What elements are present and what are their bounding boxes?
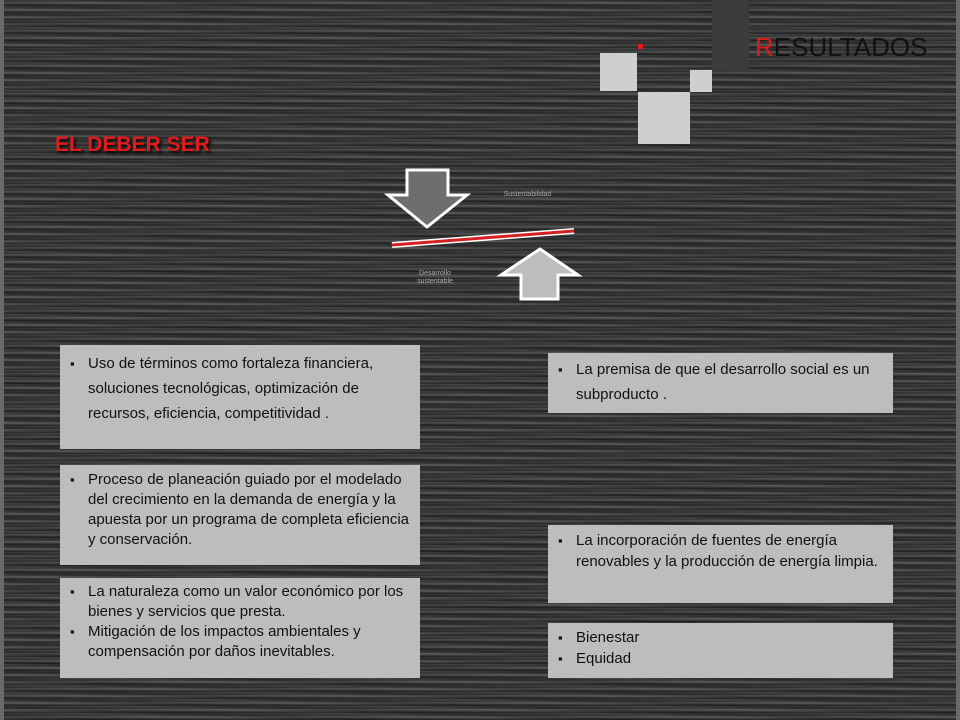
decor-square-light-1 — [600, 53, 637, 91]
list-item: ▪ La premisa de que el desarrollo social es un subproducto . — [558, 357, 883, 407]
list-item: ▪ Proceso de planeación guiado por el modelado del crecimiento en la demanda de energía y la apuesta por un programa de completa eficiencia y conservación. — [70, 470, 410, 550]
page-title — [755, 32, 927, 63]
list-item: ▪ La incorporación de fuentes de energía renovables y la producción de energía limpia. — [558, 530, 883, 572]
left-edge-bar — [0, 0, 4, 720]
development-label-line1: Desarrollo — [419, 270, 451, 277]
development-label-line2: sustentable — [417, 278, 453, 285]
list-item: ▪ La naturaleza como un valor económico por los bienes y servicios que presta. — [70, 582, 410, 622]
page-title-rest: ESULTADOS — [773, 32, 928, 62]
sustainability-label: Sustentabilidad — [503, 191, 552, 198]
development-label — [405, 270, 465, 286]
red-dot — [638, 44, 643, 49]
list-item: ▪ Equidad — [558, 648, 883, 669]
balance-diagram — [380, 165, 600, 310]
section-subtitle: EL DEBER SER — [55, 133, 210, 156]
right-box-2 — [548, 525, 893, 603]
decor-square-light-2 — [690, 70, 712, 92]
left-box-1 — [60, 345, 420, 449]
left-box-3 — [60, 578, 420, 678]
balance-beam — [392, 231, 574, 245]
page-title-first-letter: R — [755, 32, 774, 62]
list-item: ▪ Bienestar — [558, 627, 883, 648]
list-item: ▪ Uso de términos como fortaleza financiera, soluciones tecnológicas, optimización de recursos, eficiencia, competitividad . — [70, 351, 410, 426]
decor-square-light-3 — [638, 92, 690, 144]
down-arrow-icon — [388, 170, 467, 227]
right-box-3 — [548, 623, 893, 678]
list-item: ▪ Mitigación de los impactos ambientales y compensación por daños inevitables. — [70, 622, 410, 662]
left-box-2 — [60, 465, 420, 565]
decor-square-dark — [712, 0, 749, 70]
right-box-1 — [548, 353, 893, 413]
up-arrow-icon — [501, 249, 578, 299]
right-edge-bar — [956, 0, 960, 720]
